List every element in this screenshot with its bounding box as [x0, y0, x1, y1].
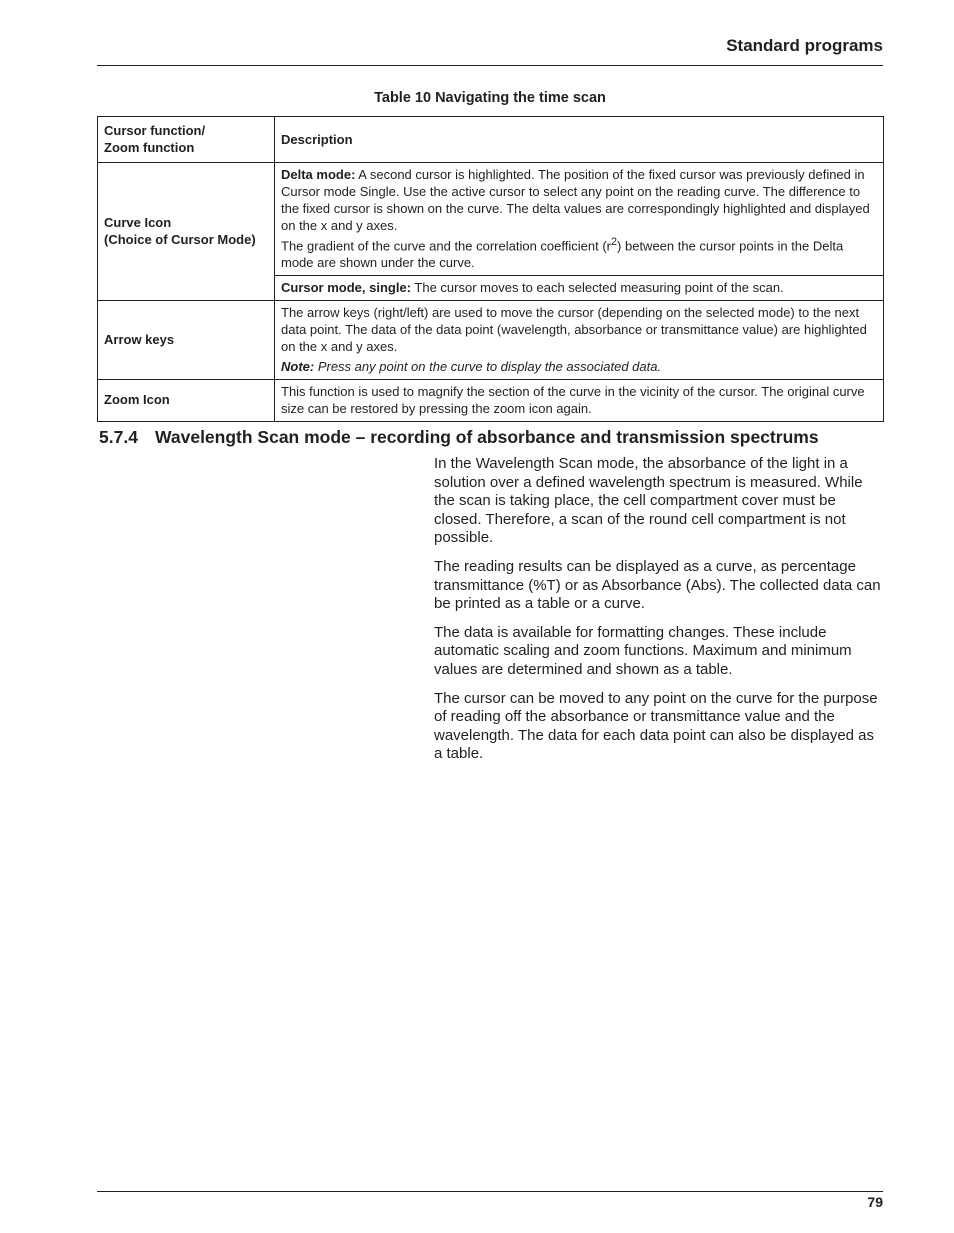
gradient-text-after: ) between the cursor points in the Delta mode are shown under the curve.	[281, 238, 844, 271]
paragraph: The data is available for formatting changes. These include automatic scaling and zoom functions. Maximum and minimum values are determined and shown as a table.	[434, 623, 852, 678]
section-title: Wavelength Scan mode – recording of absorbance and transmission spectrums	[155, 427, 819, 447]
cursor-single-text: The cursor moves to each selected measuring point of the scan.	[411, 280, 784, 296]
curve-icon-label-line2: (Choice of Cursor Mode)	[104, 231, 256, 247]
section-heading	[99, 427, 819, 448]
note-label: Note:	[281, 359, 315, 375]
header-title: Standard programs	[726, 36, 883, 55]
table-row-arrow-keys	[98, 301, 884, 380]
curve-icon-label-line1: Curve Icon	[104, 214, 172, 230]
arrow-keys-text: The arrow keys (right/left) are used to move the cursor (depending on the selected mode) to the next data point. The data of the data point (wavelength, absorbance or transmittance value) are highlighted on the x and y axes.	[281, 305, 867, 355]
arrow-keys-label: Arrow keys	[98, 301, 275, 380]
table-header-row	[98, 117, 884, 163]
delta-mode-label: Delta mode:	[281, 167, 356, 182]
gradient-text-before: The gradient of the curve and the correlation coefficient (r	[281, 238, 612, 254]
cursor-single-label: Cursor mode, single:	[281, 280, 412, 296]
zoom-icon-label: Zoom Icon	[98, 380, 275, 422]
paragraph: The cursor can be moved to any point on the curve for the purpose of reading off the absorbance or transmittance value and the wavelength. The data for each data point can also be displayed as a table.	[434, 689, 878, 763]
arrow-keys-note	[281, 358, 878, 375]
cursor-single-description	[275, 276, 884, 301]
delta-mode-description	[275, 163, 884, 276]
footer-rule	[97, 1191, 883, 1192]
navigation-table	[97, 116, 884, 422]
zoom-icon-description: This function is used to magnify the section of the curve in the vicinity of the cursor. The original curve size can be restored by pressing the zoom icon again.	[275, 380, 884, 422]
header-cell-description: Description	[275, 117, 884, 163]
page-number: 79	[867, 1194, 883, 1210]
paragraph: The reading results can be displayed as a curve, as percentage transmittance (%T) or as Absorbance (Abs). The collected data can be printed as a table or a curve.	[434, 557, 881, 613]
table-caption: Table 10 Navigating the time scan	[374, 90, 606, 106]
paragraph: In the Wavelength Scan mode, the absorbance of the light in a solution over a defined wavelength spectrum is measured. While the scan is taking place, the cell compartment cover must be closed. Therefore, a scan of the round cell compartment is not possible.	[434, 455, 863, 547]
table-row-curve-icon	[98, 163, 884, 276]
note-text: Press any point on the curve to display the associated data.	[314, 359, 662, 375]
header-rule	[97, 65, 883, 66]
header-function-line1: Cursor function/	[104, 122, 206, 138]
arrow-keys-description	[275, 301, 884, 380]
table-row-zoom-icon	[98, 380, 884, 422]
header-function-line2: Zoom function	[104, 139, 195, 155]
section-number: 5.7.4	[99, 427, 138, 447]
curve-icon-label-cell	[98, 163, 275, 301]
section-body	[434, 455, 884, 774]
delta-mode-text: A second cursor is highlighted. The position of the fixed cursor was previously defined in Cursor mode Single. Use the active cursor to select any point on the reading curve. The difference to the fixed cursor is shown on the curve. The delta values are correspondingly highlighted and displayed on the x and y axes.	[281, 167, 870, 233]
header-cell-function	[98, 117, 275, 163]
gradient-superscript: 2	[611, 236, 618, 248]
